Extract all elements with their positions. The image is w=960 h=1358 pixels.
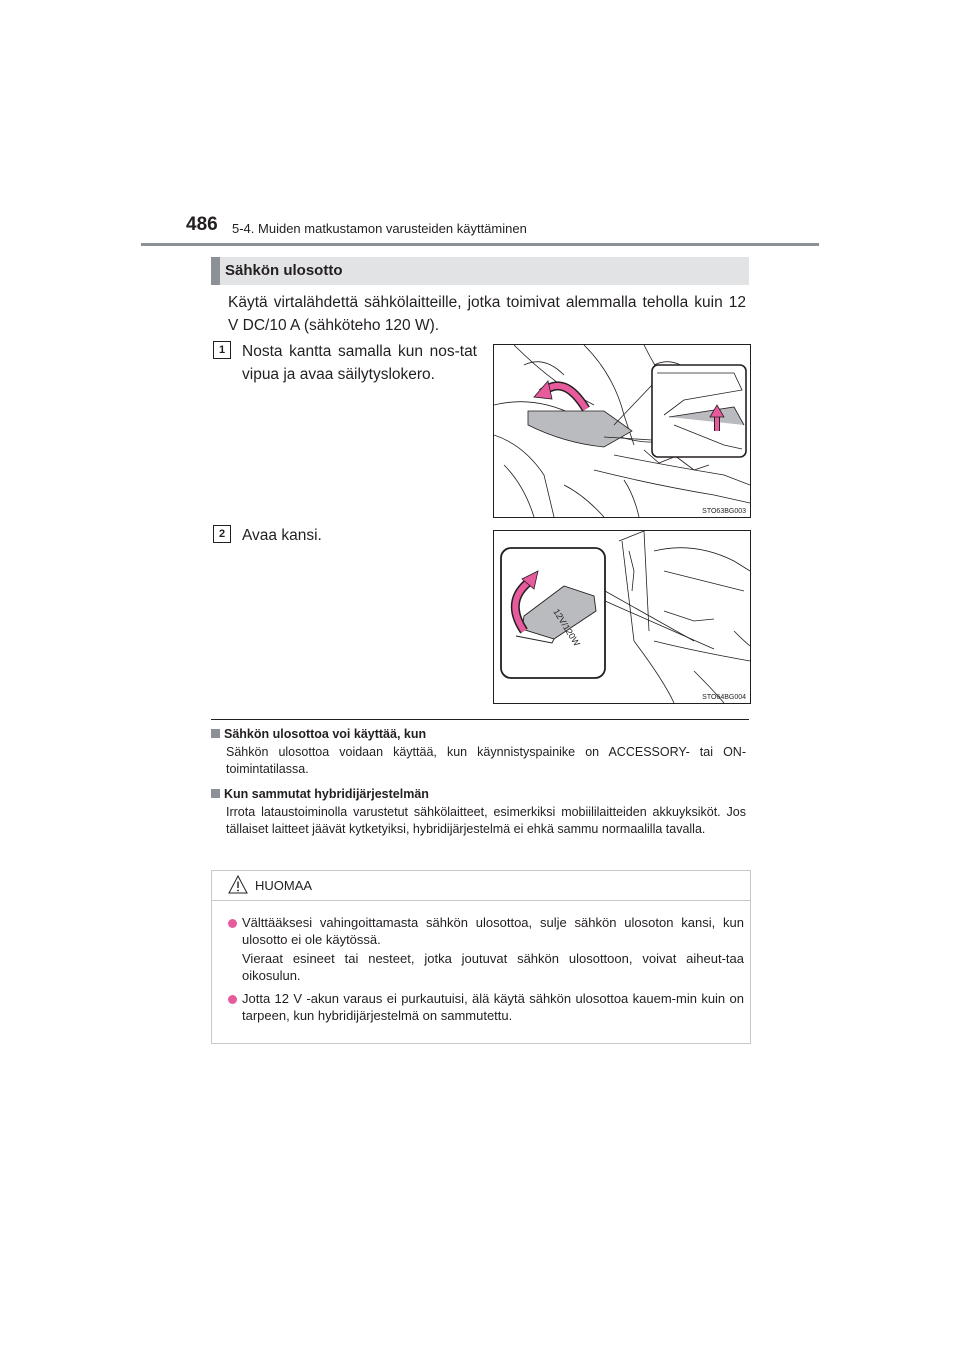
- section-accent: [211, 257, 220, 285]
- note-square-icon: [211, 729, 220, 738]
- note-title-1: [211, 726, 426, 743]
- caution-box: [211, 870, 751, 1044]
- figure-open-cover: [493, 530, 751, 704]
- note-body-1: Sähkön ulosottoa voidaan käyttää, kun käynnistyspainike on ACCESSORY- tai ON-toimintatilassa.: [226, 745, 746, 776]
- caution-item-2: Jotta 12 V -akun varaus ei purkautuisi, älä käytä sähkön ulosottoa kauem-min kuin on tarpeen, kun hybridijärjestelmä on sammutettu.: [242, 991, 744, 1023]
- page-number: 486: [186, 214, 218, 235]
- figure-code-1: STO63BG003: [702, 508, 746, 515]
- step-number-1: 1: [213, 341, 231, 359]
- section-header: [211, 257, 749, 285]
- caution-item-1-line-2: Vieraat esineet tai nesteet, jotka joutuvat sähkön ulosottoon, voivat aiheut-taa oikosulun.: [242, 951, 744, 983]
- step-text-2: Avaa kansi.: [242, 527, 322, 544]
- step-number-2: 2: [213, 525, 231, 543]
- note-body-2: Irrota lataustoiminolla varustetut sähkölaitteet, esimerkiksi mobiililaitteiden akkuyksiköt. Jos tällaiset laitteet jäävät kytketyiksi, hybridijärjestelmä ei ehkä sammu normaalilla tavalla.: [226, 805, 746, 836]
- figure-code-2: STO64BG004: [702, 694, 746, 701]
- chapter-title: 5-4. Muiden matkustamon varusteiden käyttäminen: [232, 221, 527, 236]
- divider: [211, 719, 749, 720]
- caution-item-1-line-1: Välttääksesi vahingoittamasta sähkön ulosottoa, sulje sähkön ulosoton kansi, kun ulosotto ei ole käytössä.: [242, 915, 744, 947]
- caution-label: HUOMAA: [255, 878, 313, 893]
- note-title-2: [211, 786, 429, 803]
- warning-triangle-icon: [228, 875, 248, 894]
- section-title: Sähkön ulosotto: [225, 262, 343, 279]
- bullet-icon: [228, 995, 237, 1004]
- bullet-icon: [228, 919, 237, 928]
- note-title-text-2: Kun sammutat hybridijärjestelmän: [224, 787, 429, 801]
- step-text-1: Nosta kantta samalla kun nos-tat vipua ja avaa säilytyslokero.: [242, 343, 477, 383]
- note-square-icon: [211, 789, 220, 798]
- figure-open-storage: [493, 344, 751, 518]
- header-rule: [141, 243, 819, 246]
- caution-header: [212, 871, 750, 901]
- cover-label: 12V/120W: [551, 607, 582, 649]
- note-title-text-1: Sähkön ulosottoa voi käyttää, kun: [224, 727, 427, 741]
- section-intro: Käytä virtalähdettä sähkölaitteille, jotka toimivat alemmalla teholla kuin 12 V DC/10 A (sähköteho 120 W).: [228, 294, 746, 334]
